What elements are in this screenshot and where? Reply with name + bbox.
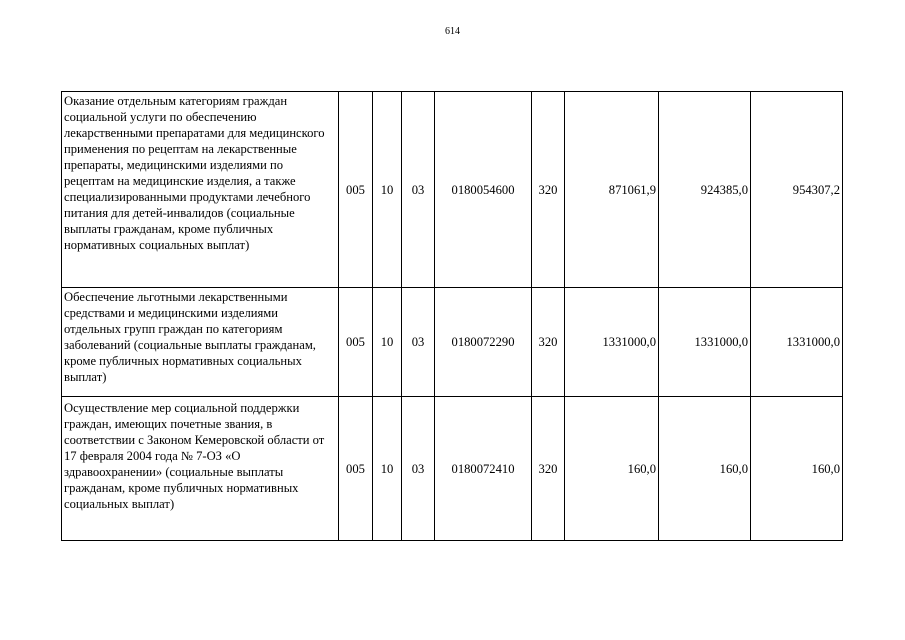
table-row [62,288,843,397]
expense-description: Осуществление мер социальной поддержки граждан, имеющих почетные звания, в соответствии с Законом Кемеровской области от 17 февраля 2004 года № 7-ОЗ «О здравоохранении» (социальные выплаты гражданам, кроме публичных нормативных социальных выплат) [62,397,339,541]
table-row [62,397,843,541]
section-code: 10 [373,92,402,288]
expense-description: Обеспечение льготными лекарственными средствами и медицинскими изделиями отдельных групп граждан по категориям заболеваний (социальные выплаты гражданам, кроме публичных нормативных социальных выплат) [62,288,339,397]
expense-type-code: 320 [532,288,565,397]
target-article-code: 0180054600 [435,92,532,288]
subsection-code: 03 [402,92,435,288]
section-code: 10 [373,397,402,541]
amount-year-3: 1331000,0 [751,288,843,397]
ministry-code: 005 [339,92,373,288]
subsection-code: 03 [402,397,435,541]
ministry-code: 005 [339,397,373,541]
expense-type-code: 320 [532,92,565,288]
amount-year-3: 160,0 [751,397,843,541]
target-article-code: 0180072410 [435,397,532,541]
amount-year-1: 160,0 [565,397,659,541]
expense-description: Оказание отдельным категориям граждан социальной услуги по обеспечению лекарственными препаратами для медицинского применения по рецептам на лекарственные препараты, медицинскими изделиями по рецептам на медицинские изделия, а также специализированными продуктами лечебного питания для детей-инвалидов (социальные выплаты гражданам, кроме публичных нормативных социальных выплат) [62,92,339,288]
budget-table [61,91,843,541]
amount-year-1: 1331000,0 [565,288,659,397]
amount-year-2: 924385,0 [659,92,751,288]
ministry-code: 005 [339,288,373,397]
amount-year-3: 954307,2 [751,92,843,288]
amount-year-2: 160,0 [659,397,751,541]
expense-type-code: 320 [532,397,565,541]
target-article-code: 0180072290 [435,288,532,397]
subsection-code: 03 [402,288,435,397]
amount-year-1: 871061,9 [565,92,659,288]
amount-year-2: 1331000,0 [659,288,751,397]
page-number: 614 [445,26,460,37]
table-row [62,92,843,288]
section-code: 10 [373,288,402,397]
